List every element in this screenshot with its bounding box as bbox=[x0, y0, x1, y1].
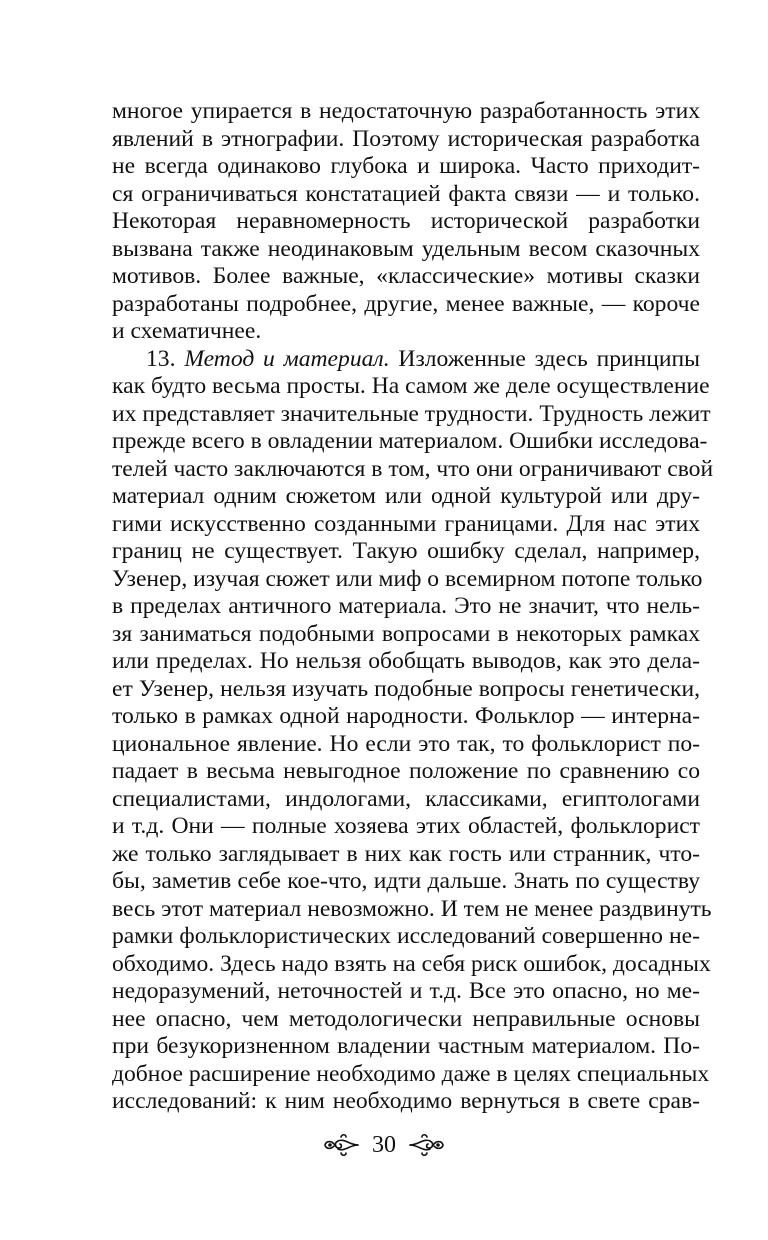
text-line: ся ограничиваться констатацией факта связи — и только. bbox=[112, 180, 700, 207]
text-line: мотивов. Более важные, «классические» мотивы сказки bbox=[112, 263, 700, 289]
text-line: или пределах. Но нельзя обобщать выводов, как это дела- bbox=[112, 648, 700, 674]
section-heading: Метод и материал. bbox=[184, 345, 390, 372]
text-line: разработаны подробнее, другие, менее важные, — короче bbox=[112, 290, 700, 317]
text-line: вызвана также неодинаковым удельным весом сказочных bbox=[112, 235, 700, 262]
text-line: недоразумений, неточностей и т.д. Все это опасно, но ме- bbox=[112, 978, 700, 1004]
text-line: явлений в этнографии. Поэтому историческая разработка bbox=[112, 125, 700, 152]
floral-ornament-right-icon bbox=[408, 1130, 446, 1160]
text-line: материал одним сюжетом или одной культурой или дру- bbox=[112, 483, 700, 509]
text-line: рамки фольклористических исследований совершенно не- bbox=[112, 923, 700, 949]
text-line: падает в весьма невыгодное положение по сравнению со bbox=[112, 758, 700, 784]
text-line: же только заглядывает в них как гость или странник, что- bbox=[112, 840, 700, 867]
text-line: циональное явление. Но если это так, то фольклорист по- bbox=[112, 730, 700, 757]
page-body-text bbox=[112, 98, 714, 1116]
text-line: добное расширение необходимо даже в целях специальных bbox=[112, 1060, 710, 1087]
text-line: Узенер, изучая сюжет или миф о всемирном потопе только bbox=[112, 565, 703, 592]
page-number: 30 bbox=[372, 1132, 396, 1158]
text-line: и т.д. Они — полные хозяева этих областей, фольклорист bbox=[112, 813, 700, 839]
text-line: бы, заметив себе кое-что, идти дальше. Знать по существу bbox=[112, 868, 700, 894]
text-line: многое упирается в недостаточную разработанность этих bbox=[112, 98, 700, 124]
text-line: обходимо. Здесь надо взять на себя риск ошибок, досадных bbox=[112, 950, 711, 977]
text-line: весь этот материал невозможно. И тем не менее раздвинуть bbox=[112, 895, 712, 922]
text-line: телей часто заключаются в том, что они ограничивают свой bbox=[112, 455, 714, 482]
text-line: при безукоризненном владении частным материалом. По- bbox=[112, 1033, 700, 1059]
text-line: гими искусственно созданными границами. Для нас этих bbox=[112, 510, 700, 537]
text-line: в пределах античного материала. Это не значит, что нель- bbox=[112, 593, 700, 619]
text-line: и схематичнее. bbox=[112, 318, 262, 344]
text-line: их представляет значительные трудности. Трудность лежит bbox=[112, 400, 711, 427]
text-line: исследований: к ним необходимо вернуться в свете срав- bbox=[112, 1088, 700, 1114]
text-line: зя заниматься подобными вопросами в некоторых рамках bbox=[112, 620, 700, 647]
text-line: прежде всего в овладении материалом. Ошибки исследова- bbox=[112, 428, 708, 454]
text-line: не всегда одинаково глубока и широка. Часто приходит- bbox=[112, 153, 700, 179]
text-line: только в рамках одной народности. Фольклор — интерна- bbox=[112, 703, 700, 729]
text-line: границ не существует. Такую ошибку сделал, например, bbox=[112, 538, 700, 564]
section-heading-rest: Изложенные здесь принципы bbox=[389, 345, 700, 372]
text-line: как будто весьма просты. На самом же деле осуществление bbox=[112, 373, 710, 399]
text-line: специалистами, индологами, классиками, египтологами bbox=[112, 785, 700, 812]
section-heading-line bbox=[112, 346, 700, 374]
section-number: 13. bbox=[146, 345, 176, 372]
page-footer bbox=[0, 1125, 768, 1165]
text-line: нее опасно, чем методологически неправильные основы bbox=[112, 1005, 700, 1032]
text-line: ет Узенер, нельзя изучать подобные вопросы генетически, bbox=[112, 675, 700, 702]
floral-ornament-left-icon bbox=[322, 1130, 360, 1160]
text-line: Некоторая неравномерность исторической разработки bbox=[112, 208, 700, 234]
